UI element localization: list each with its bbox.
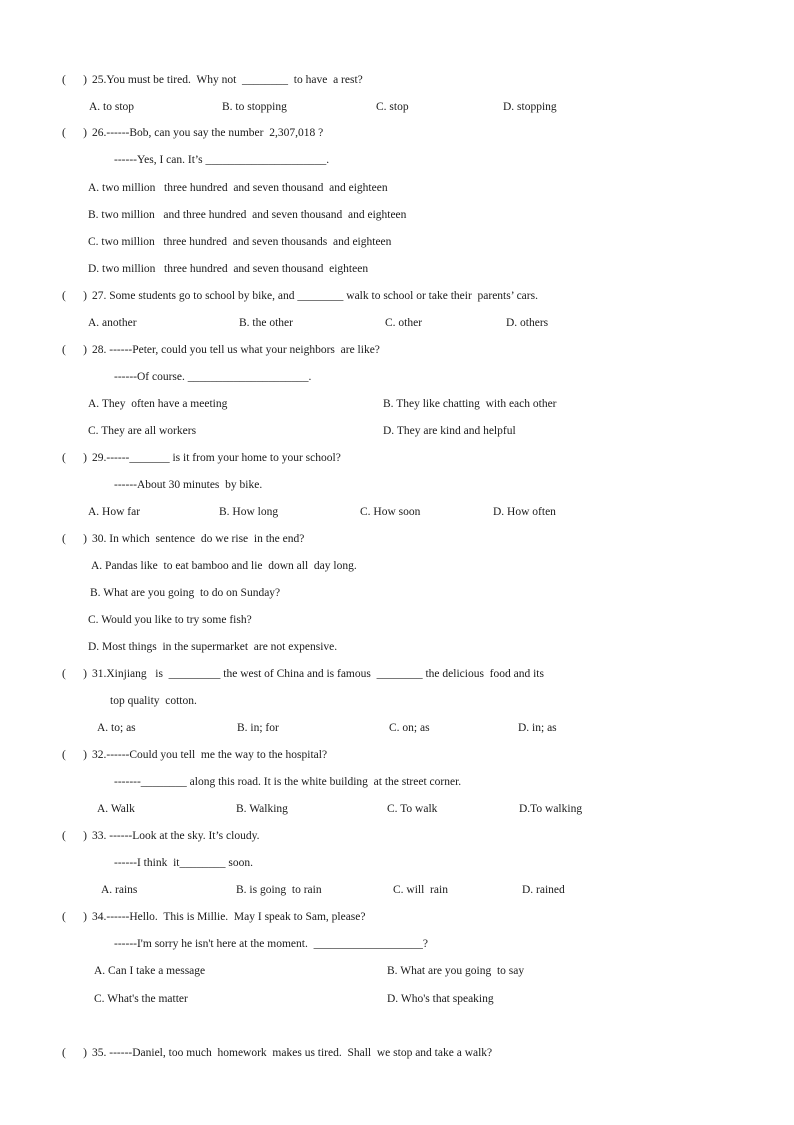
q32-option-d[interactable]: D.To walking [519, 803, 583, 815]
q26-option-a[interactable]: A. two million three hundred and seven thousand and eighteen [88, 182, 388, 194]
q26-option-d[interactable]: D. two million three hundred and seven thousand eighteen [88, 263, 369, 275]
q29-option-d[interactable]: D. How often [493, 506, 556, 518]
q34-option-a[interactable]: A. Can I take a message [94, 965, 206, 977]
question-29-stem: 29.------_______ is it from your home to your school? [92, 452, 341, 464]
answer-bracket[interactable]: ( ) [62, 911, 87, 923]
q26-option-c[interactable]: C. two million three hundred and seven thousands and eighteen [88, 236, 392, 248]
question-34-stem: 34.------Hello. This is Millie. May I speak to Sam, please? [92, 911, 366, 923]
question-32-stem: 32.------Could you tell me the way to the hospital? [92, 749, 328, 761]
q33-option-b[interactable]: B. is going to rain [236, 884, 322, 896]
q25-option-b[interactable]: B. to stopping [222, 101, 287, 113]
q25-option-a[interactable]: A. to stop [89, 101, 135, 113]
q28-option-b[interactable]: B. They like chatting with each other [383, 398, 557, 410]
q28-option-d[interactable]: D. They are kind and helpful [383, 425, 516, 437]
answer-bracket[interactable]: ( ) [62, 749, 87, 761]
question-29-reply: ------About 30 minutes by bike. [114, 479, 263, 491]
q26-option-b[interactable]: B. two million and three hundred and seven thousand and eighteen [88, 209, 407, 221]
q33-option-d[interactable]: D. rained [522, 884, 565, 896]
question-26-reply: ------Yes, I can. It’s _____________________. [114, 154, 330, 166]
q27-option-d[interactable]: D. others [506, 317, 549, 329]
q34-option-b[interactable]: B. What are you going to say [387, 965, 525, 977]
q29-option-c[interactable]: C. How soon [360, 506, 421, 518]
q25-option-c[interactable]: C. stop [376, 101, 409, 113]
q31-option-a[interactable]: A. to; as [97, 722, 136, 734]
question-35-stem: 35. ------Daniel, too much homework makes us tired. Shall we stop and take a walk? [92, 1047, 493, 1059]
q27-option-c[interactable]: C. other [385, 317, 423, 329]
q30-option-c[interactable]: C. Would you like to try some fish? [88, 614, 252, 626]
question-32-reply: -------________ along this road. It is the white building at the street corner. [114, 776, 462, 788]
q29-option-a[interactable]: A. How far [88, 506, 141, 518]
answer-bracket[interactable]: ( ) [62, 344, 87, 356]
q33-option-a[interactable]: A. rains [101, 884, 138, 896]
q29-option-b[interactable]: B. How long [219, 506, 279, 518]
q28-option-a[interactable]: A. They often have a meeting [88, 398, 228, 410]
question-26-stem: 26.------Bob, can you say the number 2,307,018 ? [92, 127, 324, 139]
q30-option-b[interactable]: B. What are you going to do on Sunday? [90, 587, 281, 599]
q32-option-b[interactable]: B. Walking [236, 803, 288, 815]
q31-option-c[interactable]: C. on; as [389, 722, 430, 734]
question-33-reply: ------I think it________ soon. [114, 857, 253, 869]
answer-bracket[interactable]: ( ) [62, 668, 87, 680]
answer-bracket[interactable]: ( ) [62, 452, 87, 464]
answer-bracket[interactable]: ( ) [62, 533, 87, 545]
q34-option-c[interactable]: C. What's the matter [94, 993, 188, 1005]
q32-option-c[interactable]: C. To walk [387, 803, 438, 815]
q34-option-d[interactable]: D. Who's that speaking [387, 993, 494, 1005]
answer-bracket[interactable]: ( ) [62, 74, 87, 86]
question-27-stem: 27. Some students go to school by bike, and ________ walk to school or take their parents’ cars. [92, 290, 538, 302]
question-25-stem: 25.You must be tired. Why not ________ to have a rest? [92, 74, 363, 86]
q28-option-c[interactable]: C. They are all workers [88, 425, 197, 437]
q33-option-c[interactable]: C. will rain [393, 884, 448, 896]
question-34-reply: ------I'm sorry he isn't here at the moment. ___________________? [114, 938, 428, 950]
answer-bracket[interactable]: ( ) [62, 830, 87, 842]
question-31-stem-continued: top quality cotton. [110, 695, 197, 707]
q31-option-d[interactable]: D. in; as [518, 722, 557, 734]
q32-option-a[interactable]: A. Walk [97, 803, 135, 815]
question-28-stem: 28. ------Peter, could you tell us what your neighbors are like? [92, 344, 380, 356]
q31-option-b[interactable]: B. in; for [237, 722, 279, 734]
question-33-stem: 33. ------Look at the sky. It’s cloudy. [92, 830, 260, 842]
q27-option-a[interactable]: A. another [88, 317, 137, 329]
q25-option-d[interactable]: D. stopping [503, 101, 557, 113]
q30-option-d[interactable]: D. Most things in the supermarket are not expensive. [88, 641, 338, 653]
q30-option-a[interactable]: A. Pandas like to eat bamboo and lie down all day long. [91, 560, 357, 572]
question-31-stem: 31.Xinjiang is _________ the west of China and is famous ________ the delicious food and its [92, 668, 544, 680]
question-30-stem: 30. In which sentence do we rise in the end? [92, 533, 305, 545]
question-28-reply: ------Of course. _____________________. [114, 371, 312, 383]
answer-bracket[interactable]: ( ) [62, 290, 87, 302]
answer-bracket[interactable]: ( ) [62, 127, 87, 139]
answer-bracket[interactable]: ( ) [62, 1047, 87, 1059]
q27-option-b[interactable]: B. the other [239, 317, 293, 329]
